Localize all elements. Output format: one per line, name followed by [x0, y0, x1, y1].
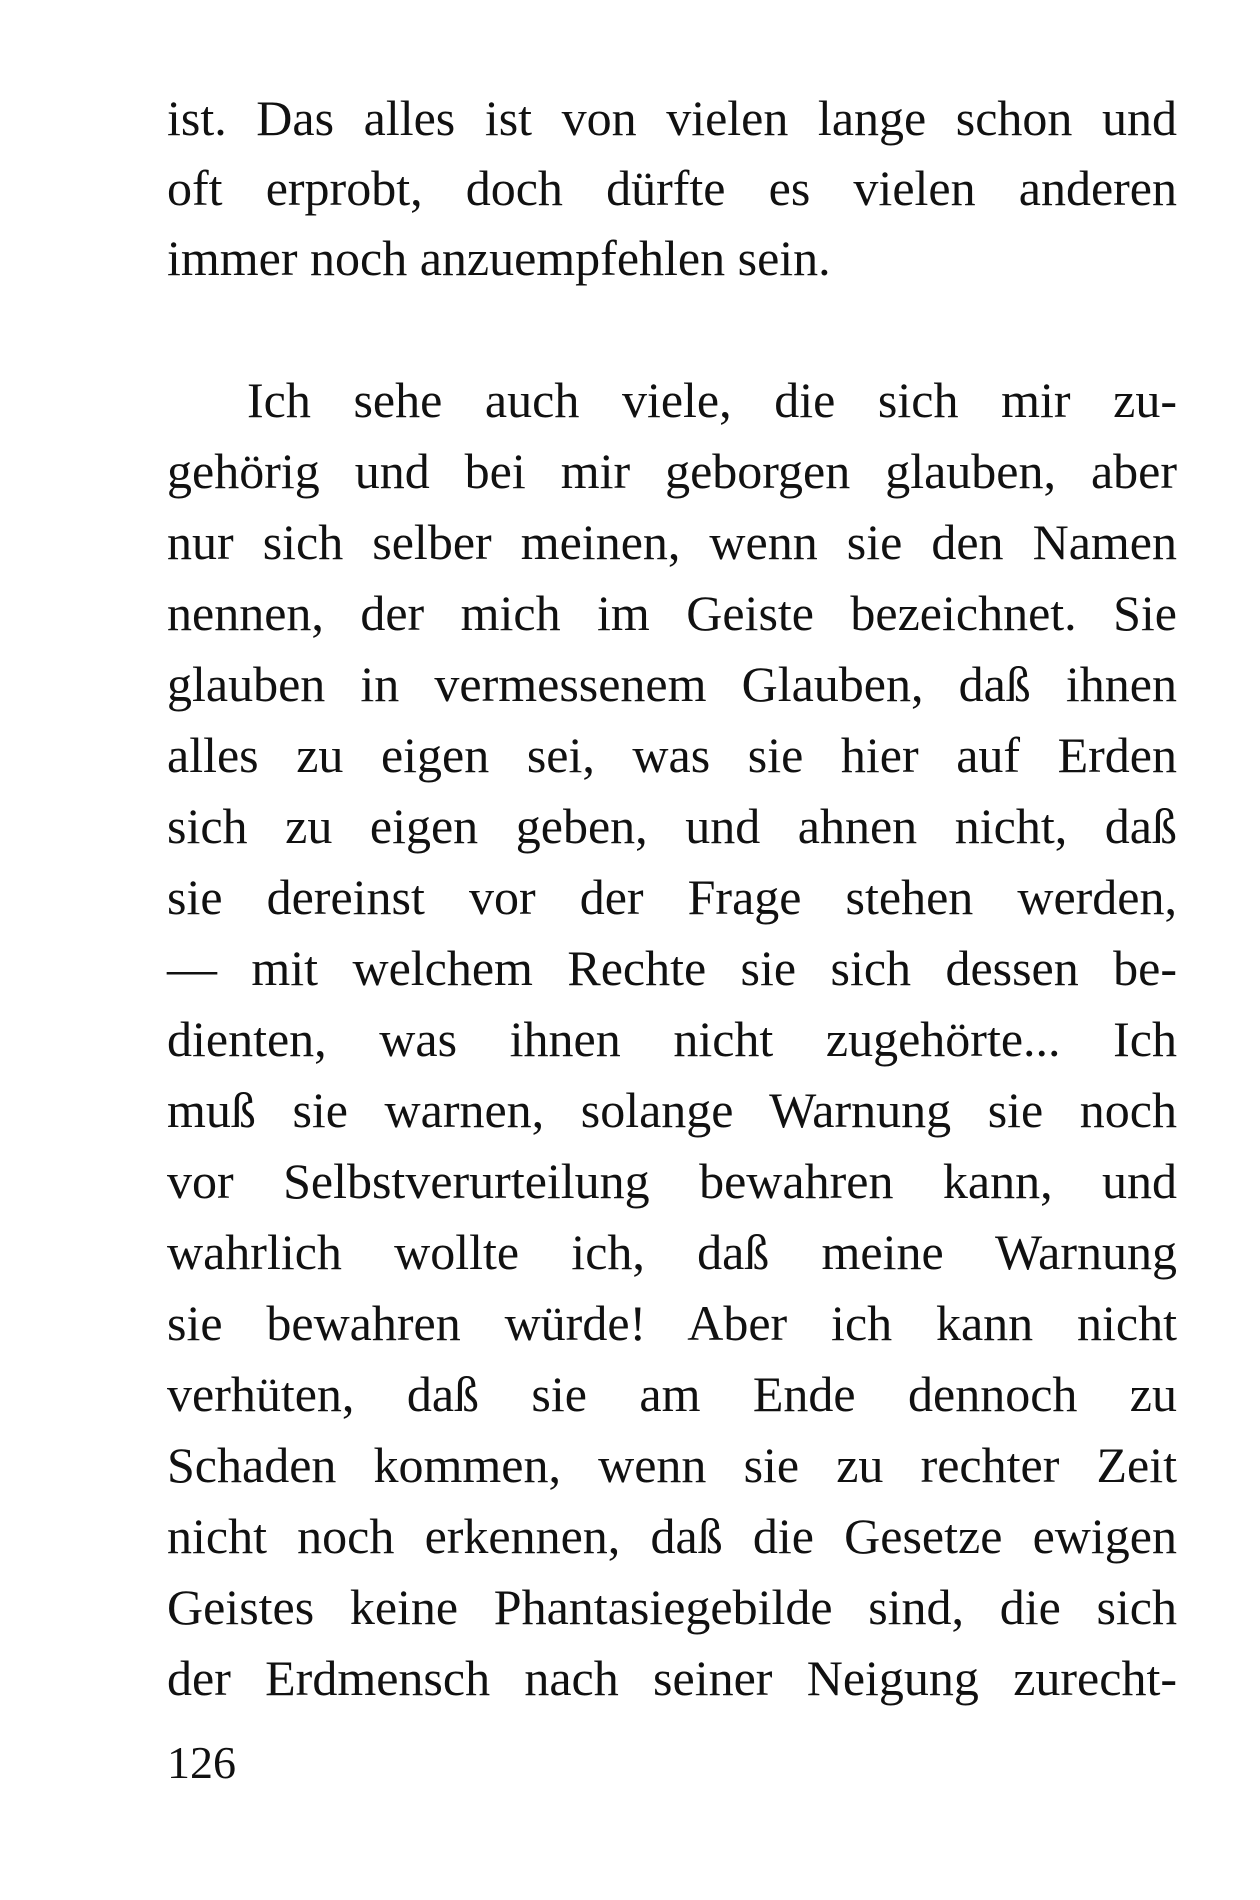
text-line: gehörig und bei mir geborgen glauben, aber — [167, 443, 1177, 499]
page-number: 126 — [167, 1737, 236, 1788]
text-line: nicht noch erkennen, daß die Gesetze ewigen — [167, 1508, 1177, 1564]
text-line: Geistes keine Phantasiegebilde sind, die sich — [167, 1579, 1177, 1635]
text-line: der Erdmensch nach seiner Neigung zurecht- — [167, 1650, 1177, 1706]
text-line: Schaden kommen, wenn sie zu rechter Zeit — [167, 1437, 1177, 1493]
text-line: nennen, der mich im Geiste bezeichnet. Sie — [167, 585, 1177, 641]
paragraph-first-line: Ich sehe auch viele, die sich mir zu- — [247, 372, 1177, 428]
text-line: wahrlich wollte ich, daß meine Warnung — [167, 1224, 1177, 1280]
text-line: vor Selbstverurteilung bewahren kann, und — [167, 1153, 1177, 1209]
text-line: oft erprobt, doch dürfte es vielen anderen — [167, 160, 1177, 216]
text-line: sich zu eigen geben, und ahnen nicht, daß — [167, 798, 1177, 854]
text-line: — mit welchem Rechte sie sich dessen be- — [167, 940, 1177, 996]
text-line: muß sie warnen, solange Warnung sie noch — [167, 1082, 1177, 1138]
text-line: sie dereinst vor der Frage stehen werden, — [167, 869, 1177, 925]
text-line: sie bewahren würde! Aber ich kann nicht — [167, 1295, 1177, 1351]
text-line: dienten, was ihnen nicht zugehörte... Ich — [167, 1011, 1177, 1067]
text-line: ist. Das alles ist von vielen lange schon und — [167, 90, 1177, 146]
text-line: immer noch anzuempfehlen sein. — [167, 230, 831, 286]
text-line: alles zu eigen sei, was sie hier auf Erden — [167, 727, 1177, 783]
text-line: glauben in vermessenem Glauben, daß ihnen — [167, 656, 1177, 712]
text-line: nur sich selber meinen, wenn sie den Namen — [167, 514, 1177, 570]
text-line: verhüten, daß sie am Ende dennoch zu — [167, 1366, 1177, 1422]
